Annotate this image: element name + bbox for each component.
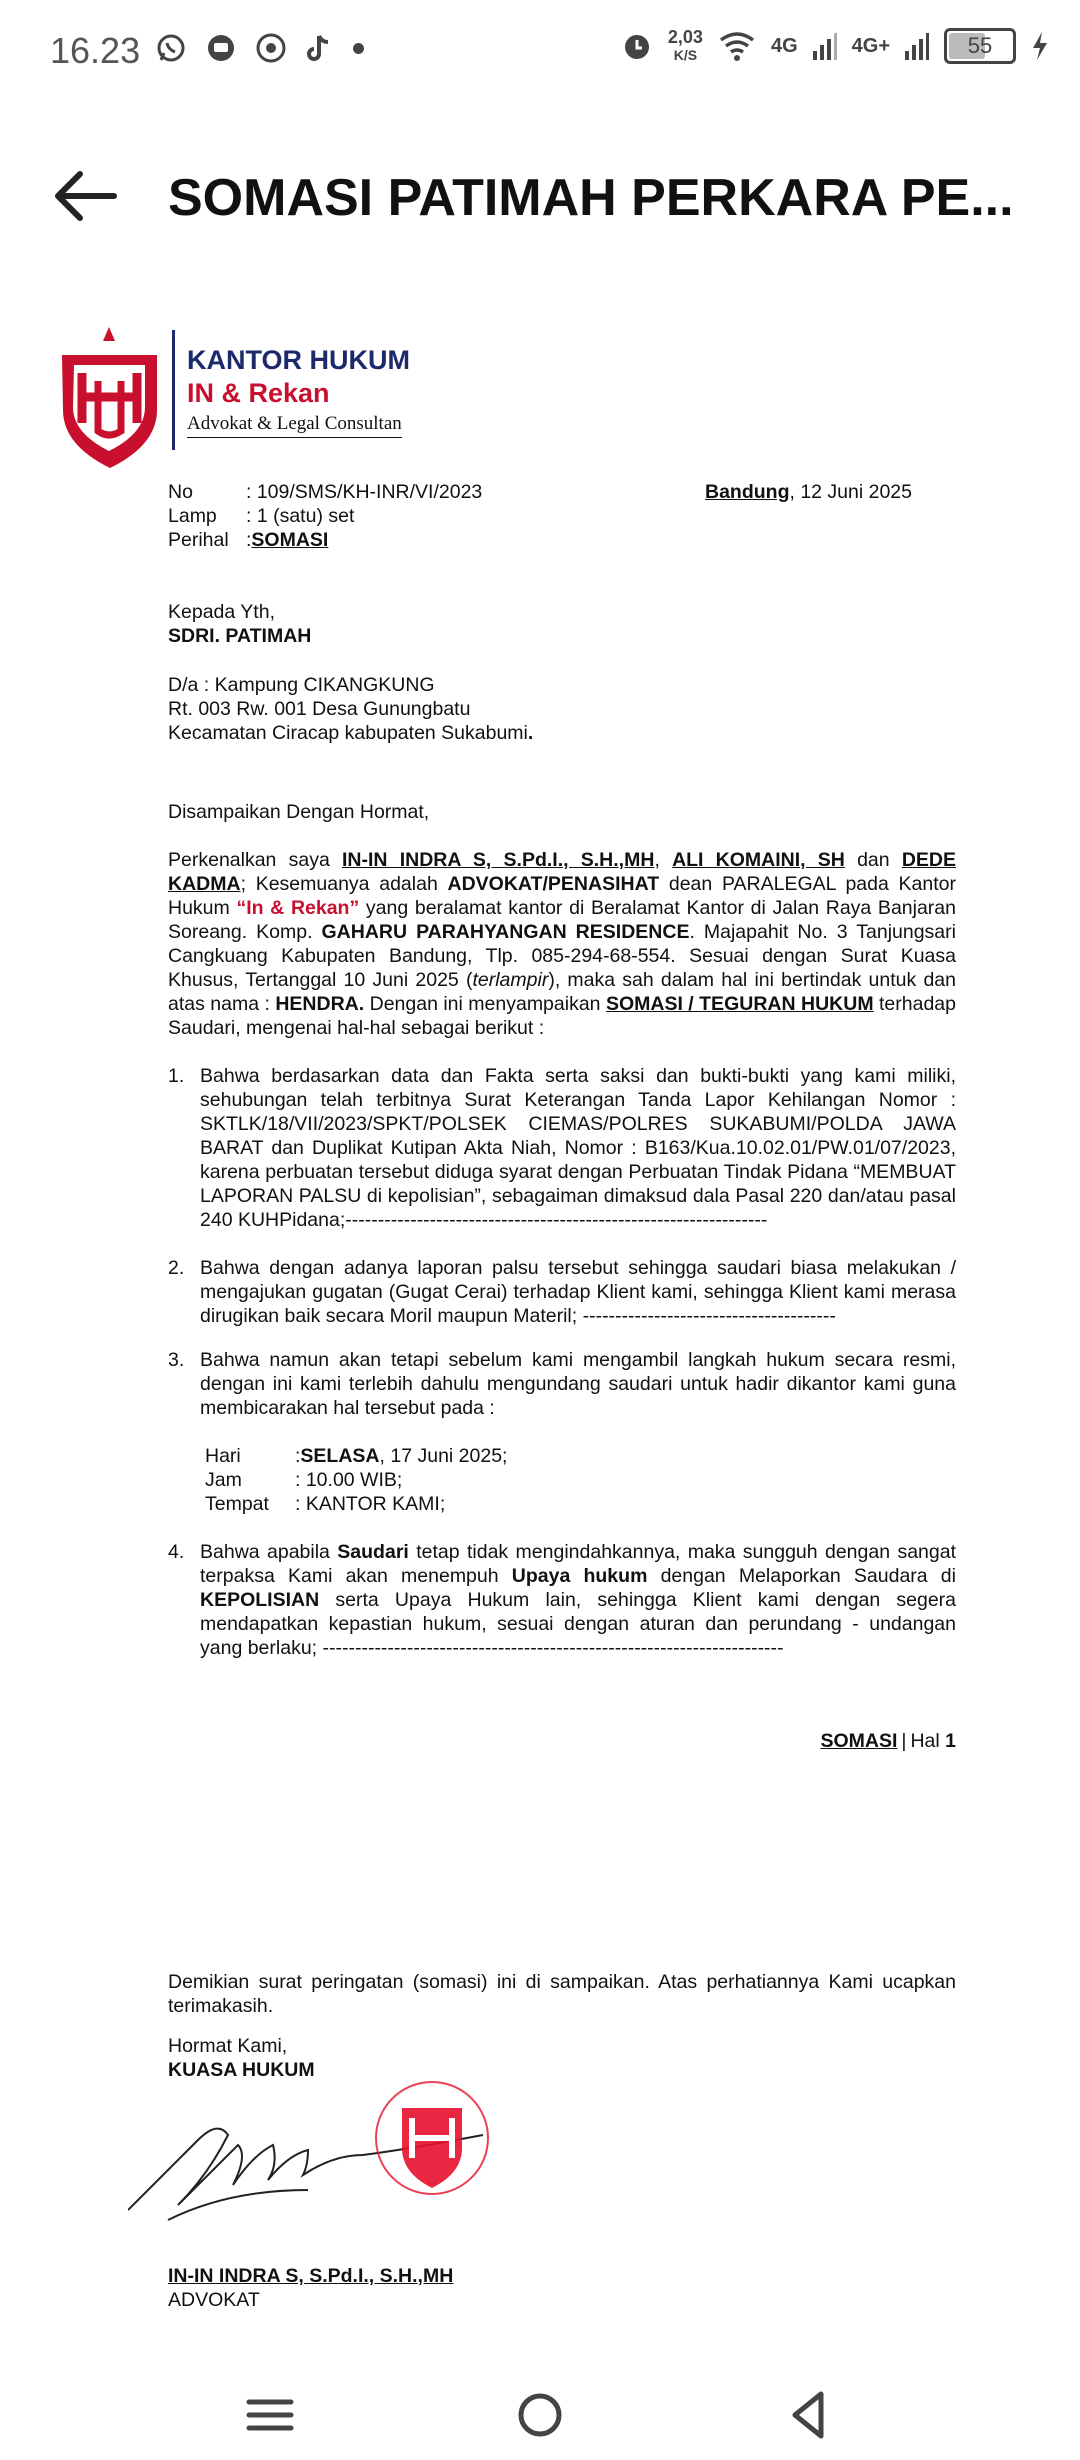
meeting-schedule: Hari : SELASA , 17 Juni 2025; Jam : 10.00 WIB; Tempat : KANTOR KAMI; (205, 1445, 508, 1515)
list-item: 1. Bahwa berdasarkan data dan Fakta serta saksi dan bukti-bukti yang kami miliki, sehubungan telah terbitnya Surat Keterangan Tanda Lapor Kehilangan Nomor : SKTLK/18/VII/2023/SPKT/POLSEK CIEMAS/POLRES SUKABUMI/POLDA JAWA BARAT dan Duplikat Kutipan Akta Niah, Nomor : B163/Kua.10.02.01/PW.01/07/2023, karena perbuatan tersebut diduga syarat dengan Perbuatan Tindak Pidana “MEMBUAT LAPORAN PALSU di kepolisian”, sebagaiman dimaksud dala Pasal 220 dan/atau pasal 240 KUHPidana;----------------------------------------------------------------- (168, 1065, 956, 1231)
arrow-left-icon (48, 160, 120, 232)
app-bar (0, 130, 1080, 260)
more-notifications-icon (353, 43, 364, 54)
navigation-bar (0, 2360, 1080, 2460)
closing-text: Demikian surat peringatan (somasi) ini di sampaikan. Atas perhatiannya Kami ucapkan terimakasih. (168, 1971, 956, 2017)
signer-title: ADVOKAT (168, 2289, 260, 2311)
menu-icon (235, 2380, 305, 2450)
system-status-icons (620, 28, 1050, 64)
triangle-back-icon (775, 2380, 845, 2450)
list-item: 2. Bahwa dengan adanya laporan palsu tersebut sehingga saudari biasa melakukan / mengajukan gugatan (Gugat Cerai) terhadap Klient kami, sehingga Klient kami merasa dirugikan baik secara Moril maupun Materil; --------------------------------------- (168, 1257, 956, 1327)
intro-paragraph: Perkenalkan saya IN-IN INDRA S, S.Pd.I., S.H.,MH, ALI KOMAINI, SH dan DEDE KADMA; Kesemuanya adalah ADVOKAT/PENASIHAT dean PARALEGAL pada Kantor Hukum “In & Rekan” yang beralamat kantor di Beralamat Kantor di Jalan Raya Banjaran Soreang. Komp. GAHARU PARAHYANGAN RESIDENCE. Majapahit No. 3 Tanjungsari Cangkuang Kabupaten Bandung, Tlp. 085-294-68-554. Sesuai dengan Surat Kuasa Khusus, Tertanggal 10 Juni 2025 (terlampir), maka sah dalam hal ini bertindak untuk dan atas nama : HENDRA. Dengan ini menyampaikan SOMASI / TEGURAN HUKUM terhadap Saudari, mengenai hal-hal sebagai berikut : (168, 849, 956, 1039)
network-speed: 2,03 K/S (667, 27, 703, 63)
firm-subname: IN & Rekan (187, 378, 330, 408)
signal-icon-1 (812, 31, 838, 61)
firm-stamp (372, 2078, 492, 2198)
closing-regards: Hormat Kami, KUASA HUKUM (168, 2035, 315, 2081)
message-icon (205, 32, 237, 64)
network-type-1: 4G (770, 34, 798, 57)
list-item: 4. Bahwa apabila Saudari tetap tidak mengindahkannya, maka sungguh dengan sangat terpaksa Kami akan menempuh Upaya hukum dengan Melaporkan Saudara di KEPOLISIAN serta Upaya Hukum lain, sehingga Klient kami dengan segera mendapatkan kepastian hukum, sesuai dengan aturan dan perundang - undangan yang berlaku; ----------------------------------------------------------------------- (168, 1541, 956, 1659)
ref-no-value: : 109/SMS/KH-INR/VI/2023 (246, 481, 483, 503)
signal-icon-2 (904, 31, 930, 61)
charging-icon (1030, 30, 1050, 62)
battery-indicator: 55 (944, 28, 1016, 64)
network-type-2: 4G+ (851, 34, 890, 57)
firm-name: KANTOR HUKUM (187, 345, 410, 375)
ref-lamp-label: Lamp (168, 505, 217, 527)
signer-name: IN-IN INDRA S, S.Pd.I., S.H.,MH (168, 2265, 454, 2287)
notification-icons (155, 32, 364, 64)
greeting: Disampaikan Dengan Hormat, (168, 801, 430, 823)
ref-perihal-label: Perihal (168, 529, 229, 551)
wifi-icon (717, 30, 757, 62)
recipient: Kepada Yth, SDRI. PATIMAH (168, 600, 956, 648)
law-firm-logo (52, 325, 167, 470)
back-button[interactable] (48, 160, 120, 232)
back-nav-button[interactable] (775, 2380, 845, 2450)
page-footer: SOMASI | Hal 1 (820, 1730, 956, 1752)
chrome-icon (255, 32, 287, 64)
list-item: 3. Bahwa namun akan tetapi sebelum kami mengambil langkah hukum secara resmi, dengan ini kami terlebih dahulu mengundang saudari untuk hadir dikantor kami guna membicarakan hal tersebut pada : (168, 1349, 956, 1419)
letter-date: Bandung, 12 Juni 2025 (705, 481, 912, 503)
home-button[interactable] (505, 2380, 575, 2450)
signer (168, 2264, 956, 2312)
document-title: SOMASI PATIMAH PERKARA PE... (168, 169, 1014, 227)
letterhead (52, 325, 492, 475)
recents-button[interactable] (235, 2380, 305, 2450)
status-time: 16.23 (50, 30, 141, 71)
recipient-name: SDRI. PATIMAH (168, 625, 312, 647)
tiktok-icon (305, 32, 335, 64)
letter-reference: No : 109/SMS/KH-INR/VI/2023 Lamp : 1 (satu) set Perihal : SOMASI Bandung, 12 Juni 2025 (168, 481, 912, 551)
recipient-address: D/a : Kampung CIKANGKUNG Rt. 003 Rw. 001 Desa Gunungbatu Kecamatan Ciracap kabupaten Sukabumi. (168, 674, 534, 744)
circle-icon (505, 2380, 575, 2450)
whatsapp-icon (155, 32, 187, 64)
alarm-icon (620, 29, 654, 63)
status-bar (0, 0, 1080, 110)
ref-no-label: No (168, 481, 193, 503)
letterhead-divider (172, 330, 175, 450)
firm-tagline: Advokat & Legal Consultan (187, 413, 402, 438)
ref-lamp-value: : 1 (satu) set (246, 505, 355, 527)
ref-perihal-value: SOMASI (251, 529, 329, 551)
